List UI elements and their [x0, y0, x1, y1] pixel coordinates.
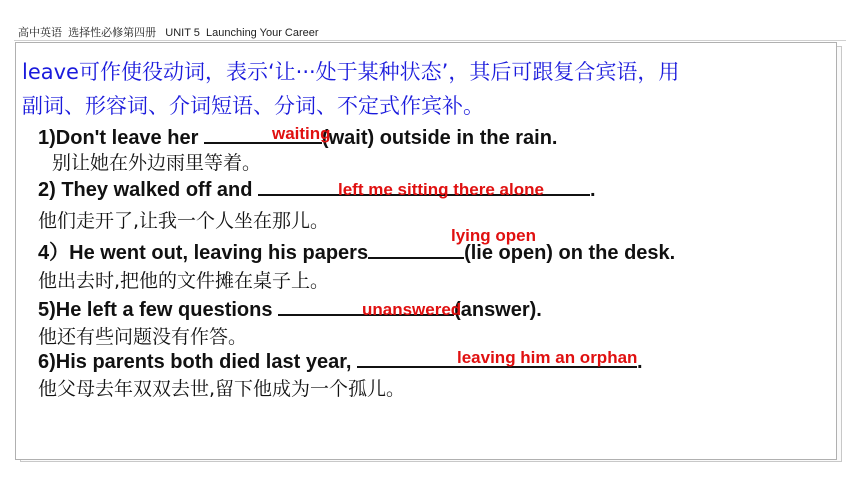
translation-2: 他们走开了,让我一个人坐在那儿。: [38, 210, 330, 232]
intro-line-2: 副词、形容词、介词短语、分词、不定式作宾补。: [22, 94, 484, 118]
sentence-5-post: (answer).: [454, 299, 542, 321]
translation-6: 他父母去年双双去世,留下他成为一个孤儿。: [38, 378, 406, 400]
sentence-4-post: (lie open) on the desk.: [464, 242, 676, 264]
sentence-4: [38, 236, 675, 265]
intro-line-1: leave可作使役动词，表示‘让···处于某种状态’，其后可跟复合宾语，用: [22, 60, 680, 84]
answer-blank-4[interactable]: [368, 239, 464, 259]
translation-5: 他还有些问题没有作答。: [38, 326, 248, 348]
answer-2: left me sitting there alone: [338, 180, 544, 199]
sentence-5-pre: 5)He left a few questions: [38, 299, 279, 321]
answer-5: unanswered: [362, 300, 462, 319]
answer-1: waiting: [272, 124, 331, 143]
sentence-6-post: .: [636, 351, 643, 373]
sentence-1-pre: 1)Don't leave her: [38, 127, 204, 149]
slide-header: 高中英语 选择性必修第四册 UNIT 5 Launching Your Career: [18, 27, 319, 39]
sentence-2-pre: 2) They walked off and: [38, 179, 259, 201]
translation-4: 他出去时,把他的文件摊在桌子上。: [38, 270, 330, 292]
sentence-4-pre: 4）He went out, leaving his papers: [38, 242, 369, 264]
sentence-6-pre: 6)His parents both died last year,: [38, 351, 357, 373]
sentence-5: [38, 296, 542, 322]
answer-6: leaving him an orphan: [457, 348, 638, 367]
sentence-1-post: (wait) outside in the rain.: [321, 127, 558, 149]
sentence-2-post: .: [590, 179, 596, 201]
translation-1: 别让她在外边雨里等着。: [52, 152, 262, 174]
answer-4: lying open: [451, 226, 536, 245]
header-divider: [14, 40, 846, 41]
